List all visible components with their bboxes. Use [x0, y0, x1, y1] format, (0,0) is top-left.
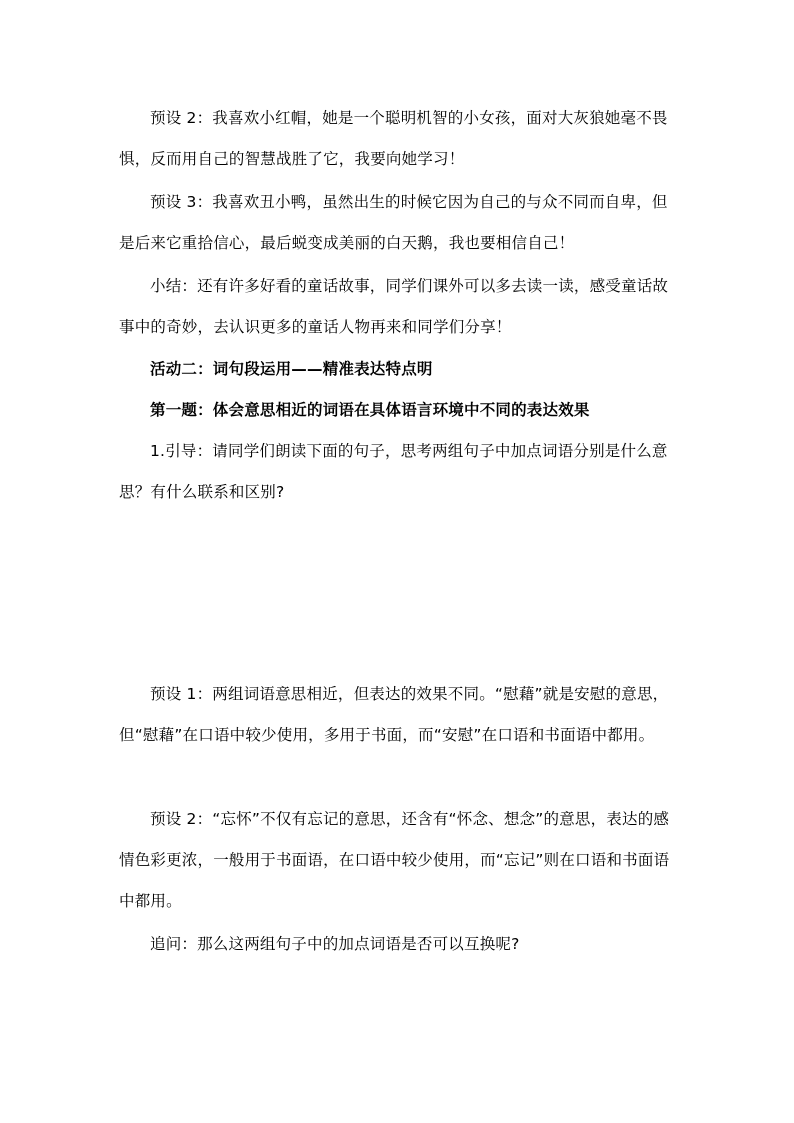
paragraph-summary: 小结：还有许多好看的童话故事，同学们课外可以多去读一读，感受童话故事中的奇妙，去认识更多的童话人物再来和同学们分享！ — [119, 277, 669, 336]
paragraph-follow-up-question: 追问：那么这两组句子中的加点词语是否可以互换呢? — [150, 935, 520, 953]
paragraph-preset-1-words: 预设 1：两组词语意思相近，但表达的效果不同。“慰藉”就是安慰的意思，但“慰藉”在口语中较少使用，多用于书面，而“安慰”在口语和书面语中都用。 — [119, 685, 669, 744]
heading-activity-2: 活动二：词句段运用——精准表达特点明 — [150, 360, 433, 378]
heading-question-1: 第一题：体会意思相近的词语在具体语言环境中不同的表达效果 — [150, 401, 590, 419]
paragraph-preset-3-ugly-duckling: 预设 3：我喜欢丑小鸭，虽然出生的时候它因为自己的与众不同而自卑，但是后来它重拾信心，最后蜕变成美丽的白天鹅，我也要相信自己！ — [119, 193, 668, 252]
paragraph-preset-2-words: 预设 2：“忘怀”不仅有忘记的意思，还含有“怀念、想念”的意思，表达的感情色彩更浓，一般用于书面语，在口语中较少使用，而“忘记”则在口语和书面语中都用。 — [119, 810, 670, 910]
paragraph-guidance: 1.引导：请同学们朗读下面的句子，思考两组句子中加点词语分别是什么意思？有什么联系和区别? — [119, 442, 668, 501]
paragraph-preset-2-red-riding-hood: 预设 2：我喜欢小红帽，她是一个聪明机智的小女孩，面对大灰狼她毫不畏惧，反而用自己的智慧战胜了它，我要向她学习！ — [119, 109, 668, 168]
